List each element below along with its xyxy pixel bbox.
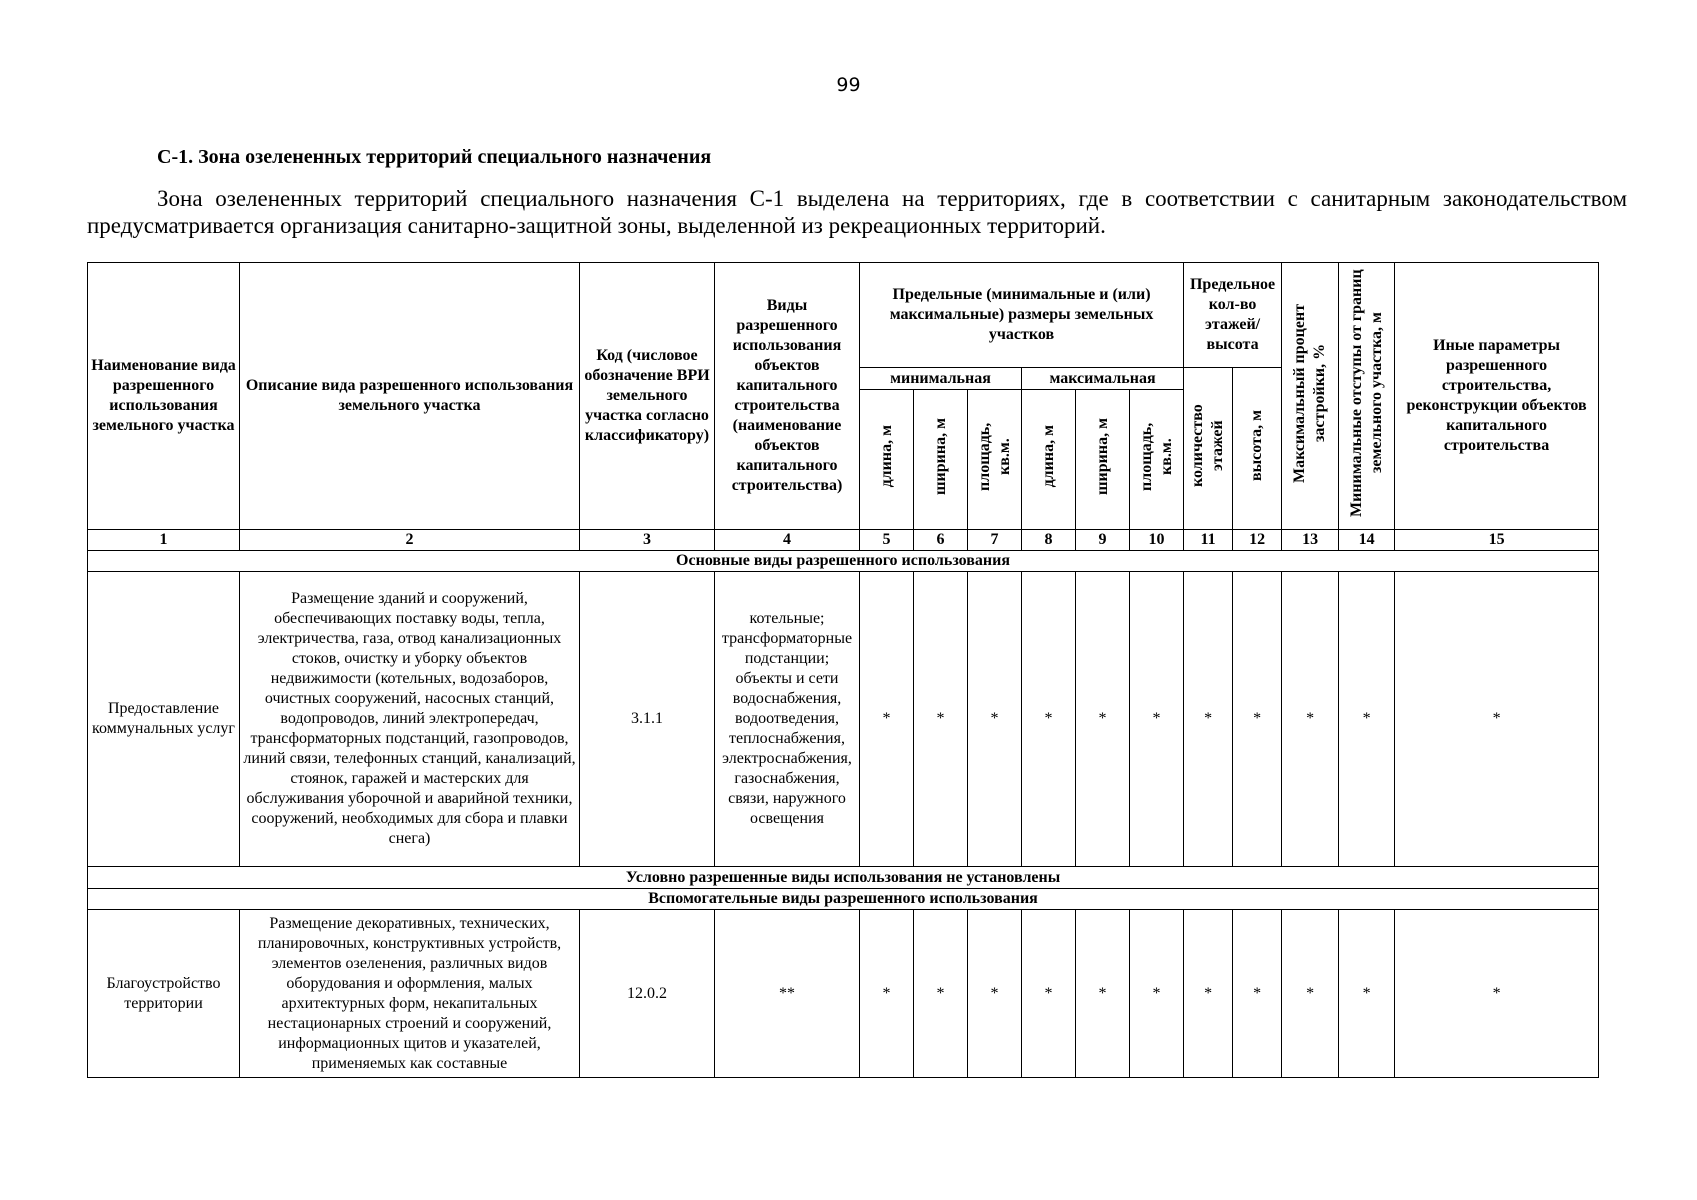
col-number: 10 xyxy=(1130,530,1184,551)
header-description: Описание вида разрешенного использования земельного участка xyxy=(240,263,580,530)
row-value: * xyxy=(1233,910,1282,1078)
row-value: * xyxy=(860,572,914,867)
row-description: Размещение декоративных, технических, планировочных, конструктивных устройств, элементов озеленения, различных видов оборудования и оформления, малых архитектурных форм, некапитальных нестационарных строений и сооружений, информационных щитов и указателей, применяемых как составные xyxy=(240,910,580,1078)
header-code: Код (числовое обозначение ВРИ земельного участка согласно классификатору) xyxy=(580,263,715,530)
table-row xyxy=(88,910,1599,1078)
row-value: * xyxy=(1130,910,1184,1078)
row-value: * xyxy=(1076,910,1130,1078)
row-value: * xyxy=(1282,572,1339,867)
row-value: * xyxy=(1395,572,1599,867)
col-number: 11 xyxy=(1184,530,1233,551)
row-value: * xyxy=(1076,572,1130,867)
row-value: * xyxy=(914,572,968,867)
header-objects: Виды разрешенного использования объектов капитального строительства (наименование объектов капитального строительства) xyxy=(715,263,860,530)
row-value: * xyxy=(1022,572,1076,867)
row-value: * xyxy=(968,572,1022,867)
header-max-area-text: площадь, кв.м. xyxy=(1137,422,1175,491)
section-auxiliary-uses: Вспомогательные виды разрешенного использования xyxy=(88,889,1599,910)
header-max-width-text: ширина, м xyxy=(1093,418,1111,495)
row-objects: ** xyxy=(715,910,860,1078)
row-name: Предоставление коммунальных услуг xyxy=(88,572,240,867)
header-height-text: высота, м xyxy=(1248,410,1266,481)
header-min-length-text: длина, м xyxy=(877,425,895,488)
row-objects: котельные; трансформаторные подстанции; объекты и сети водоснабжения, водоотведения, теплоснабжения, электроснабжения, газоснабжения, связи, наружного освещения xyxy=(715,572,860,867)
col-number: 15 xyxy=(1395,530,1599,551)
header-name: Наименование вида разрешенного использования земельного участка xyxy=(88,263,240,530)
row-value: * xyxy=(1339,910,1395,1078)
header-maximal: максимальная xyxy=(1022,368,1184,390)
header-min-width xyxy=(914,390,968,530)
header-max-length xyxy=(1022,390,1076,530)
section-main-uses: Основные виды разрешенного использования xyxy=(88,551,1599,572)
col-number: 14 xyxy=(1339,530,1395,551)
header-max-area xyxy=(1130,390,1184,530)
row-value: * xyxy=(914,910,968,1078)
row-value: * xyxy=(1233,572,1282,867)
col-number: 6 xyxy=(914,530,968,551)
col-number: 2 xyxy=(240,530,580,551)
header-floors: Предельное кол-во этажей/ высота xyxy=(1184,263,1282,368)
col-number: 8 xyxy=(1022,530,1076,551)
header-min-area-text: площадь, кв.м. xyxy=(975,422,1013,491)
col-number: 12 xyxy=(1233,530,1282,551)
col-number: 4 xyxy=(715,530,860,551)
col-number: 1 xyxy=(88,530,240,551)
header-max-width xyxy=(1076,390,1130,530)
row-value: * xyxy=(1130,572,1184,867)
header-floor-count xyxy=(1184,368,1233,530)
row-code: 12.0.2 xyxy=(580,910,715,1078)
header-max-percent xyxy=(1282,263,1339,530)
header-min-length xyxy=(860,390,914,530)
column-number-row xyxy=(88,530,1599,551)
col-number: 3 xyxy=(580,530,715,551)
col-number: 7 xyxy=(968,530,1022,551)
col-number: 13 xyxy=(1282,530,1339,551)
intro-paragraph: Зона озелененных территорий специального назначения С-1 выделена на территориях, где в соответствии с санитарным законодательством предусматривается организация санитарно-защитной зоны, выделенной из рекреационных территорий. xyxy=(87,186,1627,238)
row-value: * xyxy=(1339,572,1395,867)
header-height xyxy=(1233,368,1282,530)
row-value: * xyxy=(968,910,1022,1078)
row-name: Благоустройство территории xyxy=(88,910,240,1078)
col-number: 5 xyxy=(860,530,914,551)
header-min-setbacks xyxy=(1339,263,1395,530)
section-heading: С-1. Зона озелененных территорий специального назначения xyxy=(157,146,712,168)
row-value: * xyxy=(1022,910,1076,1078)
header-min-setbacks-text: Минимальные отступы от границ земельного участка, м xyxy=(1347,269,1385,517)
row-value: * xyxy=(1184,572,1233,867)
header-other-params: Иные параметры разрешенного строительства, реконструкции объектов капитального строительства xyxy=(1395,263,1599,530)
row-value: * xyxy=(1282,910,1339,1078)
header-max-percent-text: Максимальный процент застройки, % xyxy=(1291,303,1329,483)
table-row xyxy=(88,572,1599,867)
header-min-width-text: ширина, м xyxy=(931,418,949,495)
section-conditional-uses: Условно разрешенные виды использования не установлены xyxy=(88,867,1599,889)
row-code: 3.1.1 xyxy=(580,572,715,867)
row-description: Размещение зданий и сооружений, обеспечивающих поставку воды, тепла, электричества, газа, отвод канализационных стоков, очистку и уборку объектов недвижимости (котельных, водозаборов, очистных сооружений, насосных станций, водопроводов, линий электропередач, трансформаторных подстанций, газопроводов, линий связи, телефонных станций, канализаций, стоянок, гаражей и мастерских для обслуживания уборочной и аварийной техники, сооружений, необходимых для сбора и плавки снега) xyxy=(240,572,580,867)
row-value: * xyxy=(860,910,914,1078)
col-number: 9 xyxy=(1076,530,1130,551)
header-max-length-text: длина, м xyxy=(1039,425,1057,488)
row-value: * xyxy=(1184,910,1233,1078)
header-plot-sizes: Предельные (минимальные и (или) максимальные) размеры земельных участков xyxy=(860,263,1184,368)
header-floor-count-text: количество этажей xyxy=(1189,404,1227,487)
header-minimal: минимальная xyxy=(860,368,1022,390)
land-use-table xyxy=(87,262,1599,1078)
page-number: 99 xyxy=(836,74,861,96)
header-min-area xyxy=(968,390,1022,530)
row-value: * xyxy=(1395,910,1599,1078)
